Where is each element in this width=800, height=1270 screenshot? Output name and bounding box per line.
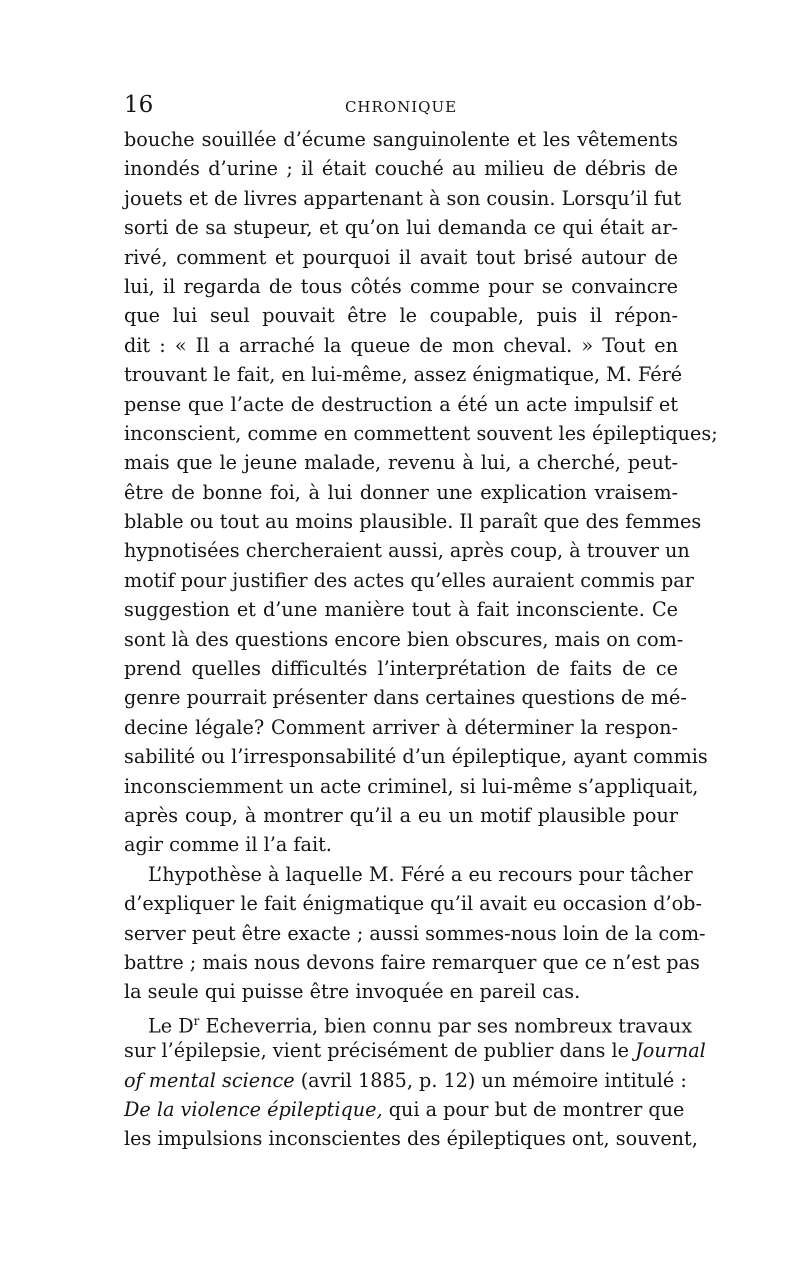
text-line: lui, il regarda de tous côtés comme pour se convaincre xyxy=(124,274,678,298)
italic-text: Journal xyxy=(635,1039,706,1063)
body-text xyxy=(124,125,718,1154)
text-line xyxy=(124,1036,706,1065)
text-line: inconscient, comme en commettent souvent les épileptiques; xyxy=(124,421,718,445)
italic-text: of mental science xyxy=(124,1068,295,1092)
text-line: hypnotisées chercheraient aussi, après coup, à trouver un xyxy=(124,539,690,563)
text-line: rivé, comment et pourquoi il avait tout brisé autour de xyxy=(124,245,678,269)
italic-text: De la violence épileptique, xyxy=(124,1097,383,1121)
superscript-text: r xyxy=(193,1013,200,1028)
running-head: CHRONIQUE xyxy=(344,98,458,116)
text-line: agir comme il l’a fait. xyxy=(124,833,332,857)
text-line: mais que le jeune malade, revenu à lui, a cherché, peut- xyxy=(124,451,678,475)
text-line: que lui seul pouvait être le coupable, puis il répon- xyxy=(124,304,678,328)
page-number: 16 xyxy=(124,92,154,118)
text-segment: qui a pour but de montrer que xyxy=(382,1097,685,1121)
text-line: decine légale? Comment arriver à déterminer la respon- xyxy=(124,715,678,739)
text-segment: sur l’épilepsie, vient précisément de publier dans le xyxy=(124,1039,636,1063)
page-header xyxy=(124,92,678,122)
text-line: sont là des questions encore bien obscures, mais on com- xyxy=(124,627,684,651)
text-line: server peut être exacte ; aussi sommes-nous loin de la com- xyxy=(124,921,706,945)
text-line: motif pour justifier des actes qu’elles auraient commis par xyxy=(124,568,694,592)
text-line: L’hypothèse à laquelle M. Féré a eu recours pour tâcher xyxy=(148,862,693,886)
text-line: battre ; mais nous devons faire remarquer que ce n’est pas xyxy=(124,950,700,974)
text-line: jouets et de livres appartenant à son cousin. Lorsqu’il fut xyxy=(124,186,682,210)
text-line: dit : « Il a arraché la queue de mon cheval. » Tout en xyxy=(124,333,678,357)
text-line: après coup, à montrer qu’il a eu un motif plausible pour xyxy=(124,803,678,827)
text-line: trouvant le fait, en lui-même, assez énigmatique, M. Féré xyxy=(124,363,683,387)
text-line: la seule qui puisse être invoquée en pareil cas. xyxy=(124,980,581,1004)
text-line: d’expliquer le fait énigmatique qu’il avait eu occasion d’ob- xyxy=(124,892,702,916)
text-line xyxy=(124,1007,693,1038)
text-line: genre pourrait présenter dans certaines questions de mé- xyxy=(124,686,687,710)
text-line: inondés d’urine ; il était couché au milieu de débris de xyxy=(124,157,678,181)
text-line: sabilité ou l’irresponsabilité d’un épileptique, ayant commis xyxy=(124,745,708,769)
text-line: suggestion et d’une manière tout à fait inconsciente. Ce xyxy=(124,598,678,622)
text-line xyxy=(124,1095,685,1124)
text-segment: Le D xyxy=(148,1014,194,1038)
text-line xyxy=(124,1066,687,1095)
text-line: sorti de sa stupeur, et qu’on lui demanda ce qui était ar- xyxy=(124,216,678,240)
text-segment: Echeverria, bien connu par ses nombreux travaux xyxy=(199,1014,693,1038)
text-line: inconsciemment un acte criminel, si lui-même s’appliquait, xyxy=(124,774,699,798)
text-line: être de bonne foi, à lui donner une explication vraisem- xyxy=(124,480,678,504)
text-line: pense que l’acte de destruction a été un acte impulsif et xyxy=(124,392,678,416)
text-line: blable ou tout au moins plausible. Il paraît que des femmes xyxy=(124,510,702,534)
text-segment: (avril 1885, p. 12) un mémoire intitulé : xyxy=(294,1068,687,1092)
text-line: les impulsions inconscientes des épileptiques ont, souvent, xyxy=(124,1127,698,1151)
text-line: bouche souillée d’écume sanguinolente et les vêtements xyxy=(124,128,678,151)
text-line: prend quelles difficultés l’interprétation de faits de ce xyxy=(124,657,678,681)
